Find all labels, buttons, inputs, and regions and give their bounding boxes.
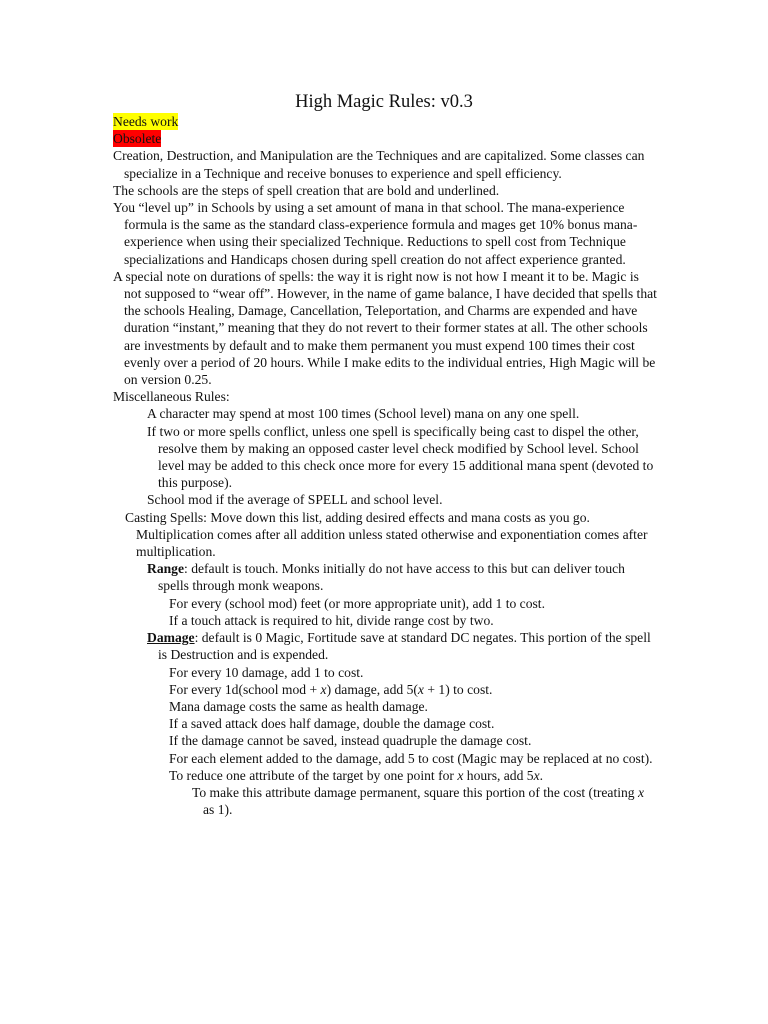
variable-x: x	[533, 767, 540, 783]
damage-item	[169, 681, 658, 698]
needs-work-highlight: Needs work	[113, 114, 179, 129]
paragraph-schools: The schools are the steps of spell creation that are bold and underlined.	[113, 182, 500, 198]
misc-rules-heading: Miscellaneous Rules:	[113, 389, 230, 405]
paragraph-techniques: Creation, Destruction, and Manipulation are the Techniques and are capitalized. Some classes can specialize in a Technique and receive bonuses to experience and spell efficiency.	[113, 148, 645, 181]
damage-item: Mana damage costs the same as health damage.	[169, 698, 428, 714]
damage-item-text: ) damage, add 5(	[326, 681, 418, 697]
variable-x: x	[638, 784, 645, 800]
variable-x: x	[417, 681, 424, 697]
damage-label: Damage	[147, 630, 195, 646]
damage-item: If the damage cannot be saved, instead quadruple the damage cost.	[169, 733, 532, 749]
paragraph-level-up: You “level up” in Schools by using a set amount of mana in that school. The mana-experience formula is the same as the standard class-experience formula and mages get 10% bonus mana-experience when using their specialized Technique. Reductions to spell cost from Technique specializations and Handicaps chosen during spell creation do not affect experience granted.	[113, 200, 638, 267]
damage-text: : default is 0 Magic, Fortitude save at standard DC negates. This portion of the spell is Destruction and is expended.	[158, 630, 651, 663]
obsolete-tag	[113, 130, 658, 147]
range-item: For every (school mod) feet (or more appropriate unit), add 1 to cost.	[169, 595, 545, 611]
damage-item-text: To make this attribute damage permanent, square this portion of the cost (treating	[192, 784, 638, 800]
misc-rule-conflict: If two or more spells conflict, unless one spell is specifically being cast to dispel the other, resolve them by making an opposed caster level check modified by School level. School level may be added to this check once more for every 15 additional mana spent (devoted to this purpose).	[147, 423, 654, 491]
page-title: High Magic Rules: v0.3	[295, 92, 473, 112]
range-text: : default is touch. Monks initially do not have access to this but can deliver touch spells through monk weapons.	[158, 561, 625, 594]
damage-item: For every 10 damage, add 1 to cost.	[169, 664, 364, 680]
damage-item	[169, 767, 658, 784]
damage-item-text: as 1).	[203, 802, 233, 818]
range-entry	[147, 560, 658, 594]
damage-item-text: To reduce one attribute of the target by one point for	[169, 767, 458, 783]
damage-item-text: hours, add 5	[463, 767, 534, 783]
paragraph-durations: A special note on durations of spells: the way it is right now is not how I meant it to be. Magic is not supposed to “wear off”. However, in the name of game balance, I have decided that spells that the schools Healing, Damage, Cancellation, Teleportation, and Charms are expended and have duration “instant,” meaning that they do not revert to their former states at all. The other schools are investments by default and to make them permanent you must expend 100 times their cost evenly over a period of 20 hours. While I make edits to the individual entries, High Magic will be on version 0.25.	[113, 268, 657, 388]
damage-item: For each element added to the damage, add 5 to cost (Magic may be replaced at no cost).	[169, 750, 653, 766]
needs-work-tag	[113, 113, 658, 130]
document-body	[113, 113, 658, 818]
variable-x: x	[320, 681, 327, 697]
range-label: Range	[147, 561, 185, 577]
casting-spells-intro: Casting Spells: Move down this list, adding desired effects and mana costs as you go. Multiplication comes after all addition unless stated otherwise and exponentiation comes after multiplication.	[125, 509, 648, 560]
damage-item: If a saved attack does half damage, double the damage cost.	[169, 716, 495, 732]
variable-x: x	[457, 767, 464, 783]
damage-item-text: .	[539, 767, 544, 783]
range-item: If a touch attack is required to hit, divide range cost by two.	[169, 612, 494, 628]
misc-rule-school-mod: School mod if the average of SPELL and school level.	[147, 492, 443, 508]
damage-subitem	[192, 784, 658, 818]
damage-item-text: For every 1d(school mod +	[169, 681, 321, 697]
damage-entry	[147, 629, 658, 663]
obsolete-highlight: Obsolete	[113, 131, 162, 147]
damage-item-text: + 1) to cost.	[423, 681, 493, 697]
misc-rule-max-spend: A character may spend at most 100 times (School level) mana on any one spell.	[147, 406, 580, 422]
